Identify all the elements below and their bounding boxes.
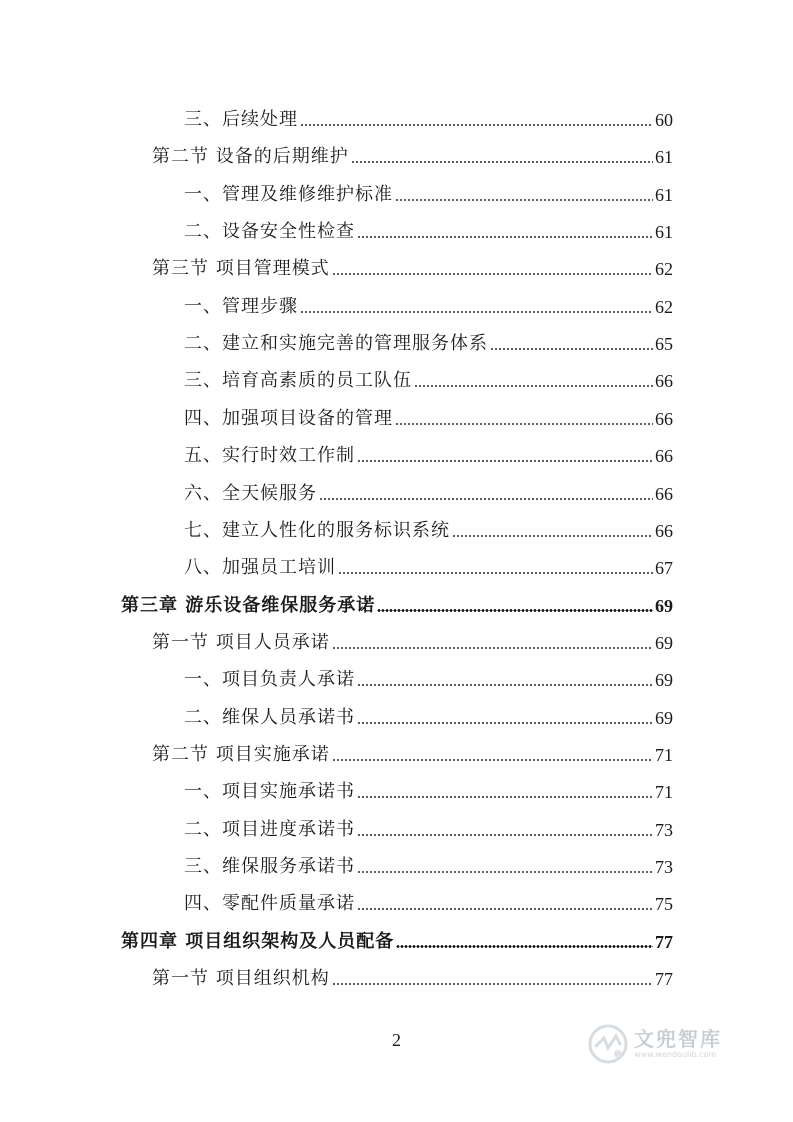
- toc-entry[interactable]: [184, 704, 673, 730]
- toc-entry[interactable]: [184, 106, 673, 132]
- toc-entry-title: 第二节 设备的后期维护: [152, 146, 349, 168]
- toc-entry-page: 77: [655, 931, 673, 952]
- toc-entry[interactable]: [152, 629, 673, 655]
- toc-entry-page: 69: [655, 670, 673, 691]
- toc-entry-page: 66: [655, 408, 673, 429]
- toc-dot-leader: [332, 647, 653, 649]
- toc-entry[interactable]: [152, 255, 673, 281]
- toc-entry-title: 第二节 项目实施承诺: [152, 744, 330, 765]
- toc-entry-title: 三、培育高素质的员工队伍: [184, 370, 412, 392]
- toc-entry[interactable]: [184, 181, 673, 207]
- toc-entry-page: 73: [655, 857, 673, 877]
- toc-entry-page: 67: [655, 558, 673, 579]
- toc-entry[interactable]: [152, 143, 673, 169]
- toc-entry-title: 三、维保服务承诺书: [184, 856, 355, 877]
- toc-entry-title: 八、加强员工培训: [184, 557, 336, 579]
- toc-entry-page: 69: [655, 632, 673, 653]
- toc-entry-page: 66: [655, 371, 673, 392]
- toc-entry-page: 75: [655, 894, 673, 915]
- toc-dot-leader: [357, 722, 653, 724]
- toc-dot-leader: [357, 834, 653, 836]
- toc-entry-title: 二、设备安全性检查: [184, 221, 355, 243]
- toc-entry-page: 66: [655, 446, 673, 467]
- toc-dot-leader: [357, 908, 653, 910]
- toc-entry-page: 61: [655, 184, 673, 205]
- toc-entry[interactable]: [152, 741, 673, 767]
- toc-entry[interactable]: [184, 367, 673, 393]
- toc-dot-leader: [332, 273, 653, 275]
- toc-entry[interactable]: [184, 853, 673, 879]
- toc-dot-leader: [357, 796, 653, 798]
- toc-entry[interactable]: [121, 592, 673, 618]
- toc-entry-title: 一、管理步骤: [184, 295, 298, 317]
- toc-entry[interactable]: [184, 480, 673, 506]
- toc-entry-title: 一、管理及维修维护标准: [184, 183, 393, 205]
- toc-dot-leader: [357, 684, 653, 686]
- toc-entry-page: 73: [655, 819, 673, 840]
- toc-entry[interactable]: [152, 965, 673, 991]
- toc-dot-leader: [351, 161, 653, 163]
- toc-dot-leader: [377, 609, 653, 612]
- watermark: [588, 1024, 722, 1064]
- toc-entry-page: 66: [655, 520, 673, 541]
- toc-entry-page: 66: [655, 483, 673, 504]
- toc-entry[interactable]: [184, 778, 673, 804]
- toc-entry-title: 四、零配件质量承诺: [184, 893, 355, 915]
- toc-entry[interactable]: [121, 928, 673, 954]
- toc-entry[interactable]: [184, 816, 673, 842]
- toc-entry[interactable]: [184, 554, 673, 580]
- toc-entry[interactable]: [184, 330, 673, 356]
- toc-entry[interactable]: [184, 517, 673, 543]
- toc-dot-leader: [357, 871, 653, 873]
- toc-entry-title: 六、全天候服务: [184, 482, 317, 504]
- toc-entry-page: 61: [655, 222, 673, 243]
- toc-entry-page: 62: [655, 296, 673, 317]
- toc-entry-title: 第三章 游乐设备维保服务承诺: [121, 594, 376, 616]
- page-number: 2: [392, 1030, 401, 1050]
- watermark-url: www.wendoulib.com: [634, 1050, 717, 1059]
- toc-entry[interactable]: [184, 293, 673, 319]
- toc-dot-leader: [357, 460, 653, 462]
- toc-entry-title: 第一节 项目组织机构: [152, 968, 330, 990]
- toc-entry-title: 四、加强项目设备的管理: [184, 407, 393, 429]
- toc-entry-page: 61: [655, 147, 673, 168]
- toc-entry-title: 二、项目进度承诺书: [184, 818, 355, 840]
- toc-entry-page: 69: [655, 595, 673, 616]
- toc-entry-page: 71: [655, 745, 673, 765]
- toc-entry[interactable]: [184, 442, 673, 468]
- toc-entry-title: 第四章 项目组织架构及人员配备: [121, 930, 395, 952]
- toc-dot-leader: [452, 535, 653, 537]
- toc-entry-page: 65: [655, 334, 673, 355]
- toc-entry-page: 60: [655, 110, 673, 130]
- toc-dot-leader: [357, 236, 653, 238]
- toc-dot-leader: [395, 199, 653, 201]
- toc-entry-title: 五、实行时效工作制: [184, 445, 355, 467]
- toc-dot-leader: [338, 572, 653, 574]
- toc-entry-title: 第一节 项目人员承诺: [152, 631, 330, 653]
- toc-entry-title: 一、项目负责人承诺: [184, 669, 355, 691]
- toc-dot-leader: [490, 348, 653, 350]
- toc-dot-leader: [319, 498, 653, 500]
- watermark-logo-icon: [588, 1024, 628, 1064]
- toc-entry-title: 三、后续处理: [184, 109, 298, 130]
- toc-dot-leader: [395, 423, 653, 425]
- toc-entry-title: 二、维保人员承诺书: [184, 706, 355, 728]
- toc-dot-leader: [300, 124, 653, 126]
- toc-entry-title: 二、建立和实施完善的管理服务体系: [184, 333, 488, 355]
- toc-dot-leader: [396, 945, 653, 948]
- toc-entry[interactable]: [184, 218, 673, 244]
- toc-entry[interactable]: [184, 666, 673, 692]
- toc-dot-leader: [332, 759, 653, 761]
- toc-entry-title: 一、项目实施承诺书: [184, 781, 355, 803]
- watermark-title: 文兜智库: [634, 1027, 722, 1051]
- toc-entry-page: 62: [655, 259, 673, 280]
- toc-dot-leader: [332, 983, 653, 985]
- toc-entry[interactable]: [184, 890, 673, 916]
- toc-entry-title: 七、建立人性化的服务标识系统: [184, 519, 450, 541]
- toc-entry-page: 71: [655, 782, 673, 803]
- toc-dot-leader: [300, 311, 653, 313]
- toc-entry-page: 77: [655, 969, 673, 990]
- toc-entry[interactable]: [184, 405, 673, 431]
- toc-entry-title: 第三节 项目管理模式: [152, 258, 330, 280]
- toc-dot-leader: [414, 385, 653, 387]
- toc-entry-page: 69: [655, 707, 673, 728]
